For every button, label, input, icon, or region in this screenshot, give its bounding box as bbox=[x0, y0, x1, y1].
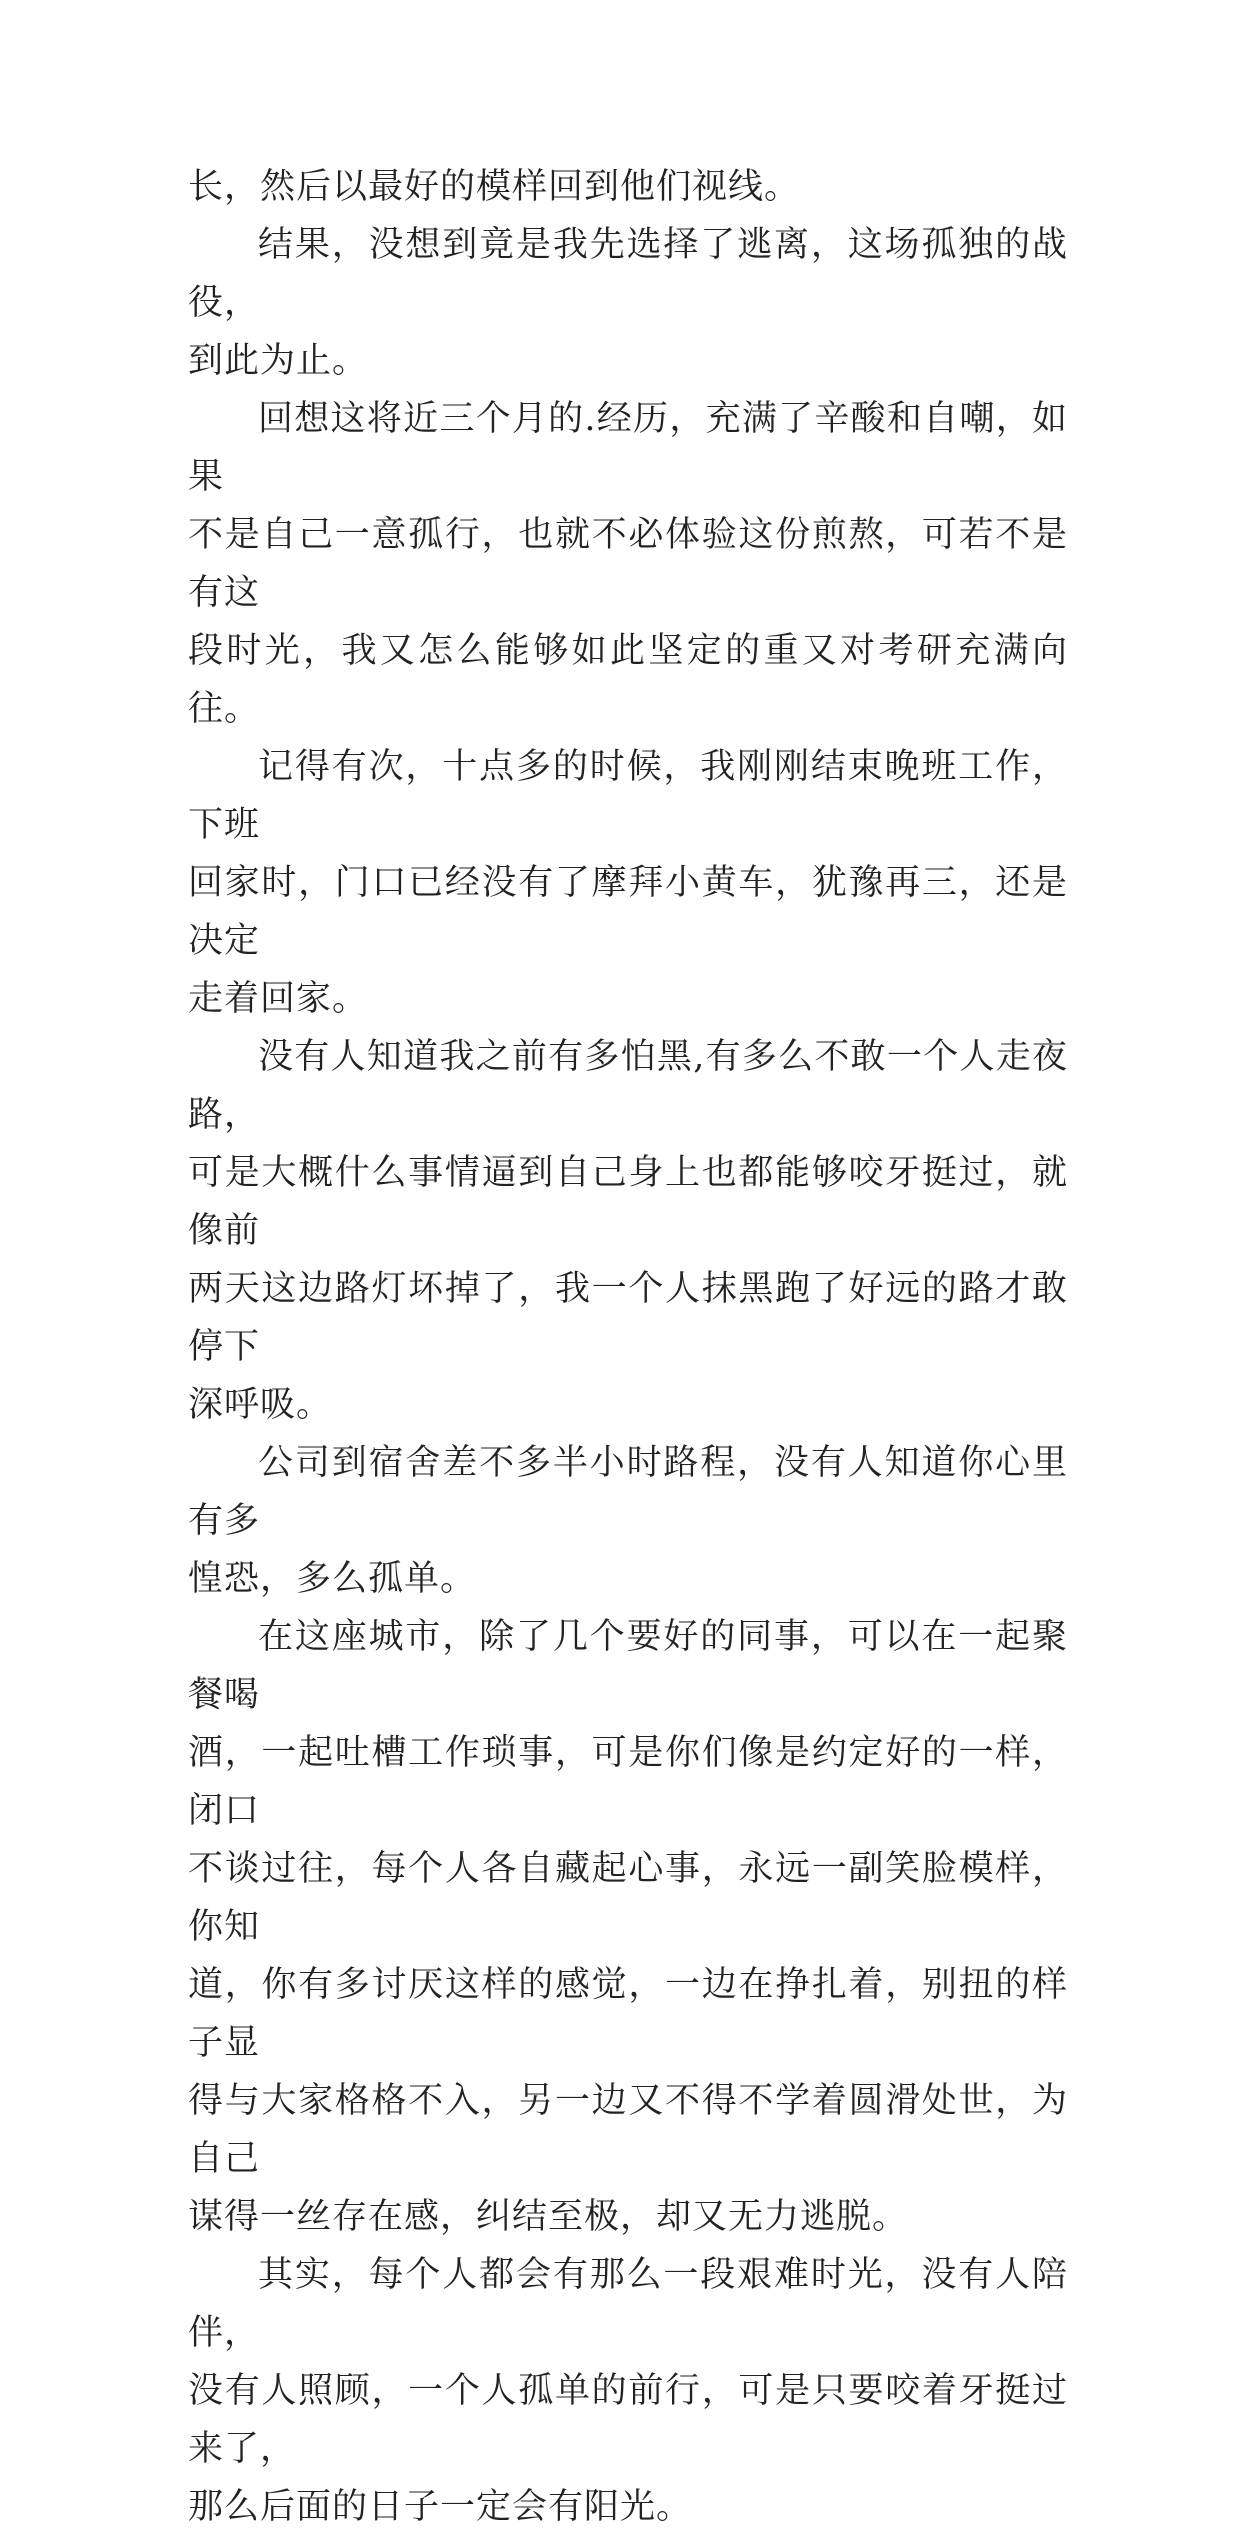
paragraph-8: 其实，每个人都会有那么一段艰难时光，没有人陪伴， 没有人照顾，一个人孤单的前行，可是只要咬着牙挺过来了， 那么后面的日子一定会有阳光。 bbox=[188, 2255, 1068, 2527]
paragraph-1: 长，然后以最好的模样回到他们视线。 bbox=[188, 167, 801, 207]
paragraph-2: 结果，没想到竟是我先选择了逃离，这场孤独的战役， 到此为止。 bbox=[188, 225, 1068, 381]
paragraph-4: 记得有次，十点多的时候，我刚刚结束晚班工作，下班 回家时，门口已经没有了摩拜小黄车，犹豫再三，还是决定 走着回家。 bbox=[188, 747, 1068, 1019]
paragraph-7: 在这座城市，除了几个要好的同事，可以在一起聚餐喝 酒，一起吐槽工作琐事，可是你们像是约定好的一样，闭口 不谈过往，每个人各自藏起心事，永远一副笑脸模样，你知 道，你有多讨厌这样的感觉，一边在挣扎着，别扭的样子显 得与大家格格不入，另一边又不得不学着圆滑处世，为自己 谋得一丝存在感，纠结至极，却又无力逃脱。 bbox=[188, 1617, 1068, 2237]
paragraph-5: 没有人知道我之前有多怕黑,有多么不敢一个人走夜路， 可是大概什么事情逼到自己身上也都能够咬牙挺过，就像前 两天这边路灯坏掉了，我一个人抹黑跑了好远的路才敢停下 深呼吸。 bbox=[188, 1037, 1068, 1425]
paragraph-6: 公司到宿舍差不多半小时路程，没有人知道你心里有多 惶恐，多么孤单。 bbox=[188, 1443, 1068, 1599]
document-body bbox=[188, 158, 1068, 2536]
paragraph-3: 回想这将近三个月的.经历，充满了辛酸和自嘲，如果 不是自己一意孤行，也就不必体验这份煎熬，可若不是有这 段时光，我又怎么能够如此坚定的重又对考研充满向往。 bbox=[188, 399, 1068, 729]
